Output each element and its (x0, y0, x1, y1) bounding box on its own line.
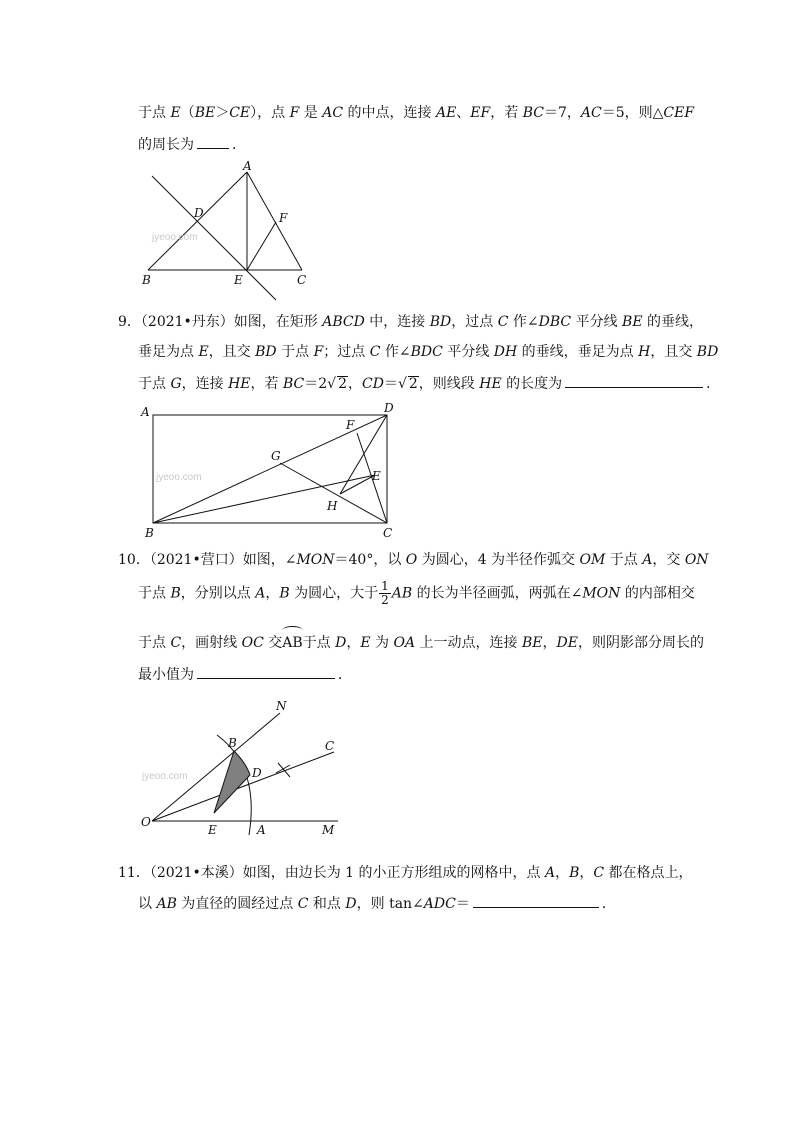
watermark: jyeoo.com (142, 771, 188, 782)
segment-AC (247, 172, 302, 270)
q10-line-1: 10．（2021•营口）如图，∠MON＝40°，以 O 为圆心，4 为半径作弧交 OM 于点 A，交 ON (118, 552, 709, 568)
label-E: E (234, 273, 243, 287)
label-H: H (327, 499, 338, 513)
fraction-one-half: $\frac{1}{2}$ (381, 579, 389, 607)
q10-line-2: 于点 B，分别以点 A，B 为圆心，大于 $\frac{1}{2}$ AB 的长为半径画弧，两弧在∠MON 的内部相交 (138, 579, 695, 607)
label-B: B (228, 736, 237, 750)
label-E: E (208, 823, 217, 837)
answer-blank-q10[interactable] (197, 664, 335, 679)
q8-line-1: 于点 E（BE＞CE），点 F 是 AC 的中点，连接 AE、EF，若 BC＝7，AC＝5，则△CEF (138, 105, 695, 121)
q10-line-4: 最小值为 ． (138, 664, 352, 685)
label-C: C (383, 526, 393, 540)
q11-line-2: 以 AB 为直径的圆经过点 C 和点 D，则 tan∠ADC＝ ． (138, 893, 616, 914)
label-A: A (141, 405, 150, 419)
label-C: C (325, 739, 335, 753)
label-F: F (279, 211, 288, 225)
q10-figure (138, 695, 348, 840)
watermark: jyeoo.com (156, 472, 202, 483)
answer-blank-q11[interactable] (473, 893, 599, 908)
q11-line-1: 11．（2021•本溪）如图，由边长为 1 的小正方形组成的网格中，点 A，B，C 都在格点上， (118, 865, 693, 881)
q8-line-2: 的周长为 ． (138, 134, 246, 155)
label-A: A (243, 160, 252, 173)
label-B: B (142, 273, 151, 287)
q8-figure (140, 160, 320, 305)
label-O: O (141, 815, 151, 829)
label-D: D (252, 766, 262, 780)
label-M: M (322, 823, 335, 837)
sqrt-symbol: √ (327, 376, 337, 392)
answer-blank-q8[interactable] (197, 134, 229, 149)
q9-figure (138, 400, 402, 545)
sqrt-symbol: √ (397, 376, 407, 392)
label-C: C (297, 273, 307, 287)
q9-line-1: 9．（2021•丹东）如图，在矩形 ABCD 中，连接 BD，过点 C 作∠DBC 平分线 BE 的垂线， (118, 314, 703, 330)
q9-line-3: 于点 G，连接 HE，若 BC＝2√ 2，CD＝√ 2，则线段 HE 的长度为 ． (138, 373, 720, 394)
label-E: E (372, 469, 381, 483)
construction-arc-1 (278, 763, 290, 777)
label-D: D (194, 206, 204, 220)
watermark: jyeoo.com (152, 232, 198, 243)
label-G: G (271, 449, 281, 463)
label-D: D (384, 401, 394, 415)
q9-line-2: 垂足为点 E，且交 BD 于点 F；过点 C 作∠BDC 平分线 DH 的垂线，垂足为点 H，且交 BD (138, 344, 719, 360)
answer-blank-q9[interactable] (565, 373, 703, 388)
label-B: B (145, 526, 154, 540)
label-N: N (276, 699, 287, 713)
segment-EF (247, 222, 276, 270)
arc-AB: AB (282, 631, 302, 653)
label-F: F (346, 418, 355, 432)
segment-CG (280, 463, 387, 523)
shaded-region (214, 751, 250, 813)
label-A: A (257, 823, 266, 837)
q10-line-3: 于点 C，画射线 OC 交AB于点 D，E 为 OA 上一动点，连接 BE，DE，则阴影部分周长的 (138, 631, 704, 653)
